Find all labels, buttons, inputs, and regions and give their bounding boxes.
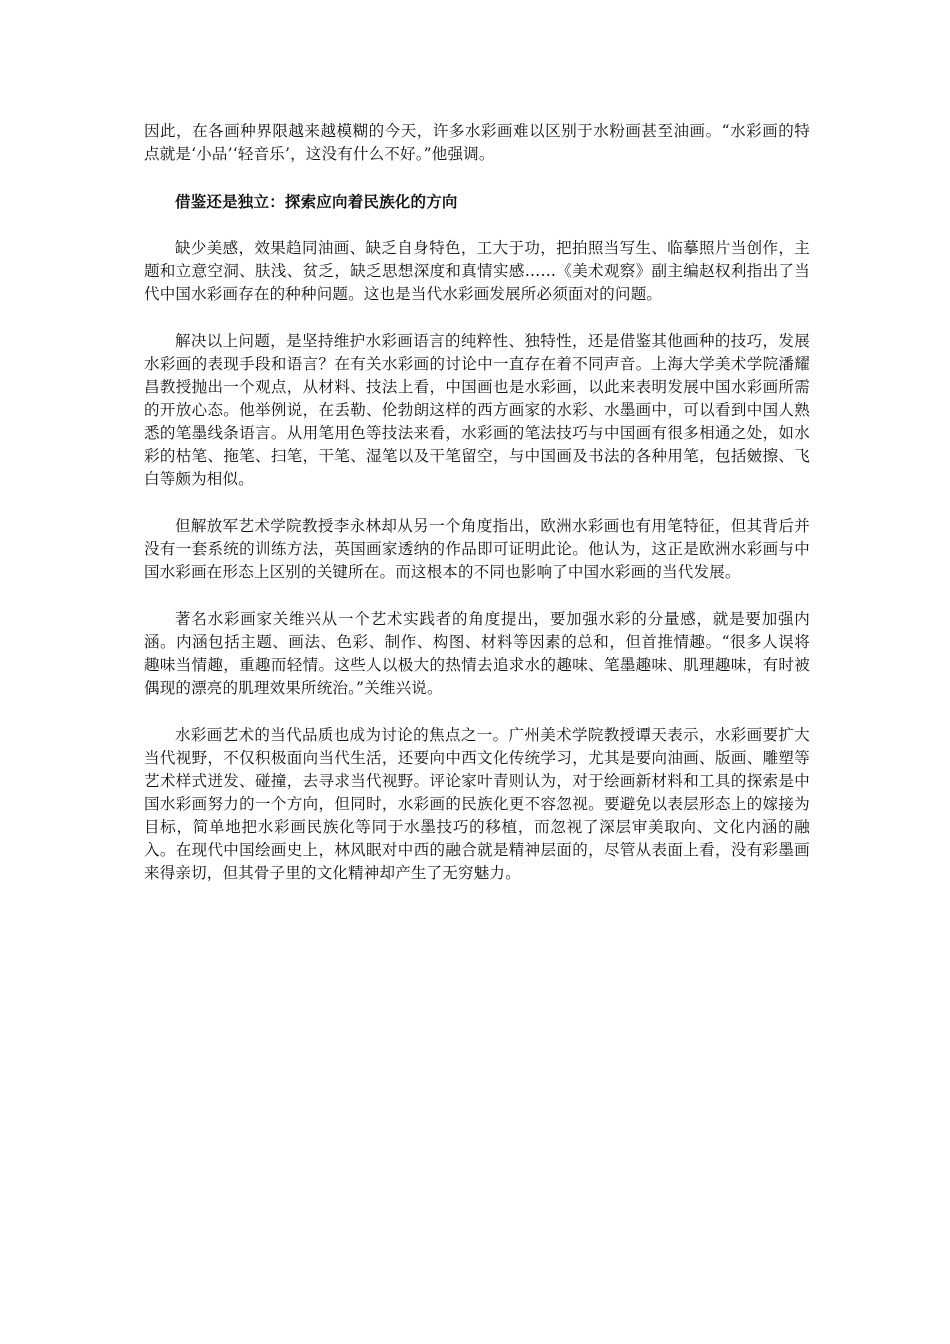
paragraph-pan-yaochang: 解决以上问题，是坚持维护水彩画语言的纯粹性、独特性，还是借鉴其他画种的技巧，发展水彩画的表现手段和语言？在有关水彩画的讨论中一直存在着不同声音。上海大学美术学院潘耀昌教授抛出一个观点，从材料、技法上看，中国画也是水彩画，以此来表明发展中国水彩画所需的开放心态。他举例说，在丢勒、伦勃朗这样的西方画家的水彩、水墨画中，可以看到中国人熟悉的笔墨线条语言。从用笔用色等技法来看，水彩画的笔法技巧与中国画有很多相通之处，如水彩的枯笔、拖笔、扫笔，干笔、湿笔以及干笔留空，与中国画及书法的各种用笔，包括皴擦、飞白等颇为相似。 (144, 332, 810, 488)
paragraph-li-yonglin: 但解放军艺术学院教授李永林却从另一个角度指出，欧洲水彩画也有用笔特征，但其背后并没有一套系统的训练方法，英国画家透纳的作品即可证明此论。他认为，这正是欧洲水彩画与中国水彩画在形态上区别的关键所在。而这根本的不同也影响了中国水彩画的当代发展。 (144, 517, 810, 581)
document-page (144, 120, 810, 909)
section-heading: 借鉴还是独立：探索应向着民族化的方向 (175, 192, 458, 211)
paragraph-contemporary-quality: 水彩画艺术的当代品质也成为讨论的焦点之一。广州美术学院教授谭天表示，水彩画要扩大当代视野，不仅积极面向当代生活，还要向中西文化传统学习，尤其是要向油画、版画、雕塑等艺术样式迸发、碰撞，去寻求当代视野。评论家叶青则认为，对于绘画新材料和工具的探索是中国水彩画努力的一个方向，但同时，水彩画的民族化更不容忽视。要避免以表层形态上的嫁接为目标，简单地把水彩画民族化等同于水墨技巧的移植，而忽视了深层审美取向、文化内涵的融入。在现代中国绘画史上，林风眠对中西的融合就是精神层面的，尽管从表面上看，没有彩墨画来得亲切，但其骨子里的文化精神却产生了无穷魅力。 (144, 726, 810, 882)
intro-paragraph: 因此，在各画种界限越来越模糊的今天，许多水彩画难以区别于水粉画甚至油画。“水彩画的特点就是‘小品’‘轻音乐’，这没有什么不好。”他强调。 (144, 122, 810, 163)
paragraph-problems: 缺少美感，效果趋同油画、缺乏自身特色，工大于功，把拍照当写生、临摹照片当创作，主题和立意空洞、肤浅、贫乏，缺乏思想深度和真情实感……《美术观察》副主编赵权利指出了当代中国水彩画存在的种种问题。这也是当代水彩画发展所必须面对的问题。 (144, 239, 810, 303)
paragraph-guan-weixing: 著名水彩画家关维兴从一个艺术实践者的角度提出，要加强水彩的分量感，就是要加强内涵。内涵包括主题、画法、色彩、制作、构图、材料等因素的总和，但首推情趣。“很多人误将趣味当情趣，重趣而轻情。这些人以极大的热情去追求水的趣味、笔墨趣味、肌理趣味，有时被偶现的漂亮的肌理效果所统治。”关维兴说。 (144, 610, 810, 697)
